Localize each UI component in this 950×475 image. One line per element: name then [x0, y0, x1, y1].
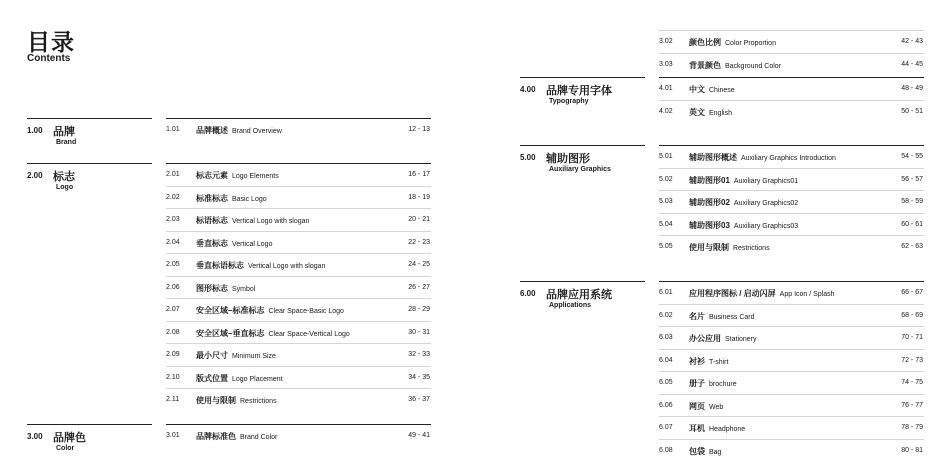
section-number: 6.00	[520, 289, 536, 298]
section-number: 2.00	[27, 171, 43, 180]
toc-item-title	[689, 60, 781, 71]
toc-item-number: 6.07	[659, 424, 673, 431]
toc-item-title-en: Basic Logo	[232, 195, 267, 203]
toc-item-title-en: Auxiliary Graphics03	[733, 222, 799, 230]
toc-item-pages: 12 - 13	[408, 126, 430, 133]
toc-item-title	[689, 152, 836, 163]
section-header	[520, 145, 645, 173]
toc-item-title-en: T-shirt	[709, 358, 729, 366]
toc-item-pages: 54 - 55	[901, 153, 923, 160]
toc-item	[659, 282, 924, 305]
toc-item-number: 2.08	[166, 328, 180, 336]
toc-item-title	[196, 305, 344, 316]
toc-item-number: 5.02	[659, 175, 673, 183]
section-number: 4.00	[520, 85, 536, 94]
toc-item	[659, 101, 924, 123]
toc-item-title-cn: 标志元素	[196, 171, 228, 180]
toc-item	[166, 277, 431, 300]
toc-item-title	[689, 220, 798, 231]
toc-item-title	[196, 373, 283, 384]
toc-item-title-cn: 衬衫	[689, 356, 705, 366]
toc-item-title-en: brochure	[709, 381, 737, 388]
toc-item-title	[689, 107, 732, 118]
toc-item-number: 2.09	[166, 351, 180, 358]
toc-item-title-cn: 垂直标语标志	[196, 261, 244, 270]
toc-item-list	[166, 118, 431, 141]
section-title-cn: 品牌专用字体	[546, 85, 612, 97]
toc-item-title-cn: 耳机	[689, 424, 705, 433]
toc-item	[659, 372, 924, 395]
toc-item-number: 5.01	[659, 153, 673, 160]
toc-item-title-en: Brand Color	[240, 434, 278, 441]
toc-item-title	[196, 238, 272, 249]
toc-item-list	[659, 281, 924, 461]
toc-title: 目录	[27, 29, 75, 55]
toc-item-title	[689, 378, 737, 389]
toc-item-title-cn: 版式位置	[196, 373, 228, 383]
toc-item-title-cn: 安全区域–垂直标志	[196, 328, 265, 338]
toc-item	[166, 164, 431, 187]
toc-item-title	[196, 283, 255, 294]
section-header	[520, 77, 645, 105]
section-title-en: Auxiliary Graphics	[549, 166, 611, 173]
toc-item	[166, 389, 431, 411]
toc-item-title	[196, 170, 279, 181]
toc-item-title-cn: 辅助图形01	[689, 175, 730, 185]
toc-item-number: 2.04	[166, 238, 180, 246]
toc-item	[166, 322, 431, 345]
toc-item-title-cn: 网页	[689, 401, 705, 411]
toc-item-title-cn: 使用与限制	[689, 243, 729, 252]
toc-item-list	[166, 163, 431, 411]
toc-item-number: 4.01	[659, 85, 673, 92]
toc-subtitle: Contents	[27, 53, 71, 64]
toc-item	[166, 187, 431, 210]
toc-item-number: 6.01	[659, 289, 673, 296]
toc-item-title	[196, 193, 267, 204]
toc-item-pages: 44 - 45	[901, 60, 923, 68]
toc-item-title-en: App Icon / Splash	[779, 291, 835, 298]
toc-item	[659, 191, 924, 214]
section-header	[27, 118, 152, 146]
section-title-cn: 品牌	[53, 126, 75, 138]
toc-item-title-cn: 背景颜色	[689, 60, 721, 70]
toc-item	[166, 254, 431, 277]
toc-item-pages: 36 - 37	[408, 396, 430, 403]
toc-item	[659, 327, 924, 350]
toc-item	[659, 417, 924, 440]
toc-item-number: 2.01	[166, 171, 180, 178]
toc-item-pages: 42 - 43	[901, 38, 923, 45]
toc-item-title-cn: 辅助图形03	[689, 220, 730, 230]
toc-item-title	[196, 395, 277, 406]
toc-item-number: 2.10	[166, 373, 180, 381]
toc-item	[166, 367, 431, 390]
toc-item-pages: 34 - 35	[408, 373, 430, 381]
toc-item-title-cn: 英文	[689, 107, 705, 117]
toc-item-pages: 20 - 21	[408, 216, 430, 223]
toc-item-title-cn: 使用与限制	[196, 396, 236, 405]
toc-item	[166, 232, 431, 255]
toc-item-number: 6.08	[659, 446, 673, 454]
toc-item-pages: 68 - 69	[901, 311, 923, 319]
toc-item-title	[689, 175, 798, 186]
section-title-cn: 品牌色	[53, 432, 86, 444]
toc-item-pages: 60 - 61	[901, 220, 923, 228]
toc-item	[166, 119, 431, 141]
section-header	[520, 281, 645, 309]
toc-item	[166, 344, 431, 367]
toc-item	[659, 31, 924, 54]
toc-item-title	[689, 311, 755, 322]
toc-item-title	[196, 125, 282, 136]
toc-item-number: 6.02	[659, 311, 673, 319]
toc-item-title	[689, 446, 721, 457]
section-number: 5.00	[520, 153, 536, 162]
toc-item-pages: 50 - 51	[901, 107, 923, 115]
toc-item-list	[166, 424, 431, 447]
section-title-cn: 辅助图形	[546, 153, 590, 165]
toc-item	[166, 425, 431, 447]
toc-item-number: 6.04	[659, 356, 673, 364]
toc-item-title-cn: 名片	[689, 311, 705, 321]
toc-item-title	[689, 37, 776, 48]
section-title-cn: 品牌应用系统	[546, 289, 612, 301]
toc-item-number: 6.05	[659, 379, 673, 386]
toc-item-title-cn: 标准标志	[196, 193, 228, 203]
toc-item	[659, 54, 924, 76]
toc-item	[659, 78, 924, 101]
toc-item-list	[659, 77, 924, 122]
toc-item-title-en: Restrictions	[240, 398, 277, 405]
right-page	[475, 0, 950, 475]
toc-item-pages: 28 - 29	[408, 306, 430, 313]
toc-item-title	[689, 333, 757, 344]
toc-item-pages: 22 - 23	[408, 238, 430, 246]
toc-item-title-cn: 垂直标志	[196, 238, 228, 248]
toc-item-number: 5.03	[659, 198, 673, 205]
toc-item-title	[196, 260, 325, 271]
toc-item-title-cn: 应用程序图标 / 启动闪屏	[689, 289, 776, 298]
toc-item-title	[196, 215, 309, 226]
toc-item-title-en: Auxiliary Graphics02	[733, 200, 799, 207]
toc-item-number: 2.02	[166, 193, 180, 201]
toc-item-title-en: Logo Placement	[232, 375, 283, 383]
toc-item-pages: 74 - 75	[901, 379, 923, 386]
toc-item-pages: 24 - 25	[408, 261, 430, 268]
section-title-en: Typography	[549, 98, 589, 105]
toc-item-title-en: Vertical Logo with slogan	[248, 263, 326, 270]
toc-item-title-cn: 标语标志	[196, 216, 228, 225]
toc-item-title-en: Clear Space-Basic Logo	[268, 308, 344, 315]
toc-item-title-en: English	[709, 109, 732, 117]
toc-item-title-en: Headphone	[709, 426, 746, 433]
toc-item-title-en: Brand Overview	[232, 128, 282, 135]
toc-item-title-cn: 辅助图形概述	[689, 153, 737, 162]
toc-item-number: 2.05	[166, 261, 180, 268]
toc-item-title	[689, 288, 835, 299]
section-header	[27, 424, 152, 452]
toc-item-title-en: Auxiliary Graphics Introduction	[741, 155, 836, 162]
toc-item-title-cn: 辅助图形02	[689, 198, 730, 207]
toc-item-number: 5.04	[659, 220, 673, 228]
toc-item-title	[689, 84, 735, 95]
toc-item-pages: 48 - 49	[901, 85, 923, 92]
toc-item	[659, 214, 924, 237]
toc-item-list	[659, 30, 924, 75]
toc-item	[166, 209, 431, 232]
toc-item	[659, 146, 924, 169]
toc-item-title	[196, 431, 277, 442]
toc-item-title-en: Web	[709, 403, 724, 411]
toc-item-title	[689, 356, 728, 367]
toc-item-number: 3.01	[166, 432, 180, 439]
toc-item-pages: 58 - 59	[901, 198, 923, 205]
toc-item-pages: 18 - 19	[408, 193, 430, 201]
toc-item	[659, 305, 924, 328]
section-title-en: Color	[56, 445, 75, 452]
toc-item-title-cn: 办公应用	[689, 334, 721, 343]
toc-item-pages: 80 - 81	[901, 446, 923, 454]
toc-item-number: 1.01	[166, 126, 180, 133]
toc-item-number: 6.06	[659, 401, 673, 409]
toc-item-list	[659, 145, 924, 258]
toc-item-pages: 16 - 17	[408, 171, 430, 178]
toc-item-title-en: Bag	[709, 448, 722, 456]
toc-item	[166, 299, 431, 322]
section-number: 3.00	[27, 432, 43, 441]
section-number: 1.00	[27, 126, 43, 135]
toc-item-title-cn: 包袋	[689, 446, 705, 456]
toc-item-title-en: Logo Elements	[232, 173, 279, 180]
toc-item-number: 2.07	[166, 306, 180, 313]
toc-item-pages: 62 - 63	[901, 243, 923, 250]
toc-item-title-en: Clear Space-Vertical Logo	[268, 330, 350, 338]
toc-item-number: 6.03	[659, 334, 673, 341]
toc-item-title	[196, 328, 350, 339]
toc-item-title-en: Vertical Logo	[232, 240, 273, 248]
toc-item	[659, 169, 924, 192]
toc-item-number: 3.02	[659, 38, 673, 45]
toc-item-title-cn: 安全区域–标准标志	[196, 306, 265, 315]
toc-item-title	[689, 197, 798, 208]
toc-item-title-cn: 品牌标准色	[196, 432, 236, 441]
toc-item	[659, 440, 924, 462]
toc-item-title-cn: 颜色比例	[689, 38, 721, 47]
toc-item-title-en: Auxiliary Graphics01	[733, 177, 799, 185]
toc-item-title	[689, 423, 745, 434]
toc-item-pages: 56 - 57	[901, 175, 923, 183]
toc-item	[659, 395, 924, 418]
toc-item-title	[689, 401, 723, 412]
toc-item-pages: 76 - 77	[901, 401, 923, 409]
toc-item-title-en: Chinese	[709, 87, 735, 94]
section-title-en: Brand	[56, 139, 77, 146]
toc-item-title-en: Restrictions	[733, 245, 770, 252]
toc-item-title	[689, 242, 770, 253]
toc-item-pages: 30 - 31	[408, 328, 430, 336]
toc-item-title-en: Symbol	[232, 285, 256, 293]
toc-item-number: 2.06	[166, 283, 180, 291]
toc-item-number: 2.11	[166, 396, 180, 403]
section-title-en: Applications	[549, 302, 592, 309]
toc-item-number: 2.03	[166, 216, 180, 223]
toc-item-title-cn: 图形标志	[196, 283, 228, 293]
toc-item-pages: 26 - 27	[408, 283, 430, 291]
toc-item-pages: 32 - 33	[408, 351, 430, 358]
toc-item-title-en: Vertical Logo with slogan	[232, 218, 310, 225]
toc-item-title-en: Minimum Size	[232, 353, 276, 360]
toc-item-title-cn: 最小尺寸	[196, 351, 228, 360]
toc-item-title-cn: 册子	[689, 379, 705, 388]
toc-item-title-cn: 品牌概述	[196, 126, 228, 135]
section-title-cn: 标志	[53, 171, 75, 183]
toc-item-number: 4.02	[659, 107, 673, 115]
toc-item-number: 5.05	[659, 243, 673, 250]
toc-item-pages: 49 - 41	[408, 432, 430, 439]
toc-item-title-en: Background Color	[725, 62, 782, 70]
toc-item	[659, 236, 924, 258]
toc-item-pages: 70 - 71	[901, 334, 923, 341]
toc-item-title-en: Stationery	[725, 336, 757, 343]
section-title-en: Logo	[56, 184, 74, 191]
section-header	[27, 163, 152, 191]
toc-item	[659, 350, 924, 373]
toc-item-title-en: Business Card	[709, 313, 755, 321]
toc-item-pages: 78 - 79	[901, 424, 923, 431]
toc-item-title-cn: 中文	[689, 85, 705, 94]
toc-item-pages: 66 - 67	[901, 289, 923, 296]
toc-item-pages: 72 - 73	[901, 356, 923, 364]
toc-item-title-en: Color Proportion	[725, 40, 776, 47]
toc-item-title	[196, 350, 276, 361]
toc-item-number: 3.03	[659, 60, 673, 68]
